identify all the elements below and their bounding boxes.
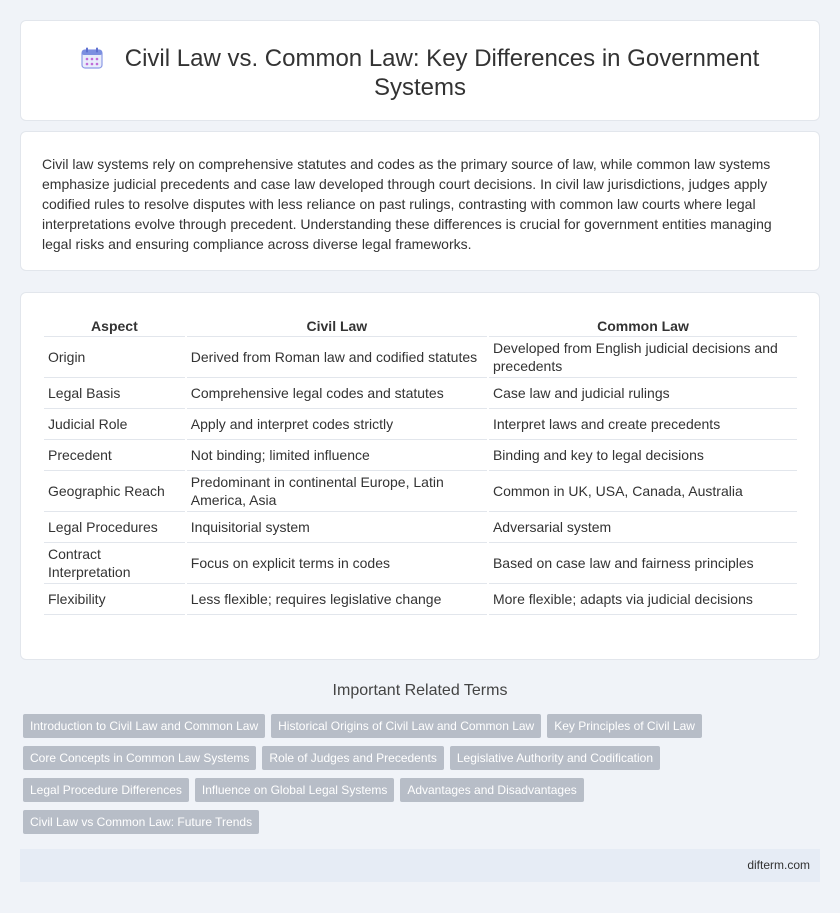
footer bbox=[20, 849, 820, 882]
cell-civil-law: Less flexible; requires legislative change bbox=[187, 584, 487, 615]
title-line-2: Systems bbox=[373, 74, 466, 101]
cell-civil-law: Comprehensive legal codes and statutes bbox=[187, 378, 487, 409]
footer-site-link[interactable]: difterm.com bbox=[747, 858, 810, 872]
table-row bbox=[44, 584, 797, 615]
cell-common-law: More flexible; adapts via judicial decisions bbox=[489, 584, 797, 615]
related-term-link[interactable]: Influence on Global Legal Systems bbox=[195, 778, 394, 802]
cell-common-law: Interpret laws and create precedents bbox=[489, 409, 797, 440]
cell-aspect: Origin bbox=[44, 337, 185, 378]
table-row bbox=[44, 409, 797, 440]
cell-aspect: Flexibility bbox=[44, 584, 185, 615]
page-title bbox=[21, 44, 819, 102]
header-civil-law: Civil Law bbox=[187, 315, 487, 337]
tag-row bbox=[23, 810, 813, 842]
related-term-link[interactable]: Legal Procedure Differences bbox=[23, 778, 189, 802]
header-card bbox=[20, 20, 820, 121]
table-header-row bbox=[44, 315, 797, 337]
comparison-table-card bbox=[20, 292, 820, 660]
cell-common-law: Binding and key to legal decisions bbox=[489, 440, 797, 471]
cell-aspect: Legal Basis bbox=[44, 378, 185, 409]
cell-aspect: Geographic Reach bbox=[44, 471, 185, 512]
related-terms-title: Important Related Terms bbox=[332, 682, 508, 699]
comparison-table bbox=[42, 315, 799, 615]
title-wrap bbox=[21, 44, 819, 102]
cell-common-law: Common in UK, USA, Canada, Australia bbox=[489, 471, 797, 512]
related-term-link[interactable]: Historical Origins of Civil Law and Common Law bbox=[271, 714, 541, 738]
related-term-link[interactable]: Legislative Authority and Codification bbox=[450, 746, 660, 770]
tag-row bbox=[23, 714, 813, 746]
related-term-link[interactable]: Core Concepts in Common Law Systems bbox=[23, 746, 256, 770]
cell-common-law: Case law and judicial rulings bbox=[489, 378, 797, 409]
table-row bbox=[44, 543, 797, 584]
title-line-1: Civil Law vs. Common Law: Key Differences in Government bbox=[124, 45, 760, 72]
related-term-link[interactable]: Civil Law vs Common Law: Future Trends bbox=[23, 810, 259, 834]
cell-civil-law: Predominant in continental Europe, Latin America, Asia bbox=[187, 471, 487, 512]
cell-aspect: Precedent bbox=[44, 440, 185, 471]
cell-common-law: Adversarial system bbox=[489, 512, 797, 543]
cell-civil-law: Inquisitorial system bbox=[187, 512, 487, 543]
intro-paragraph: Civil law systems rely on comprehensive statutes and codes as the primary source of law, while common law systems emphasize judicial precedents and case law developed through court decisions. In civil law jurisdictions, judges apply codified rules to resolve disputes with less reliance on past rulings, contrasting with common law courts where legal interpretations evolve through precedent. Understanding these differences is crucial for government entities managing legal risks and ensuring compliance across diverse legal frameworks. bbox=[42, 156, 772, 252]
table-row bbox=[44, 471, 797, 512]
cell-aspect: Contract Interpretation bbox=[44, 543, 185, 584]
related-term-link[interactable]: Key Principles of Civil Law bbox=[547, 714, 702, 738]
header-common-law: Common Law bbox=[489, 315, 797, 337]
calendar-icon bbox=[81, 47, 103, 69]
table-row bbox=[44, 512, 797, 543]
related-term-link[interactable]: Introduction to Civil Law and Common Law bbox=[23, 714, 265, 738]
tag-row bbox=[23, 746, 813, 778]
tag-row bbox=[23, 778, 813, 810]
intro-card bbox=[20, 131, 820, 271]
table-row bbox=[44, 440, 797, 471]
related-term-link[interactable]: Advantages and Disadvantages bbox=[400, 778, 583, 802]
table-row bbox=[44, 337, 797, 378]
cell-common-law: Developed from English judicial decisions and precedents bbox=[489, 337, 797, 378]
cell-civil-law: Apply and interpret codes strictly bbox=[187, 409, 487, 440]
related-terms-list bbox=[23, 714, 813, 842]
cell-civil-law: Focus on explicit terms in codes bbox=[187, 543, 487, 584]
table-row bbox=[44, 378, 797, 409]
cell-civil-law: Not binding; limited influence bbox=[187, 440, 487, 471]
cell-aspect: Judicial Role bbox=[44, 409, 185, 440]
header-aspect: Aspect bbox=[44, 315, 185, 337]
cell-common-law: Based on case law and fairness principles bbox=[489, 543, 797, 584]
related-term-link[interactable]: Role of Judges and Precedents bbox=[262, 746, 443, 770]
cell-aspect: Legal Procedures bbox=[44, 512, 185, 543]
cell-civil-law: Derived from Roman law and codified statutes bbox=[187, 337, 487, 378]
